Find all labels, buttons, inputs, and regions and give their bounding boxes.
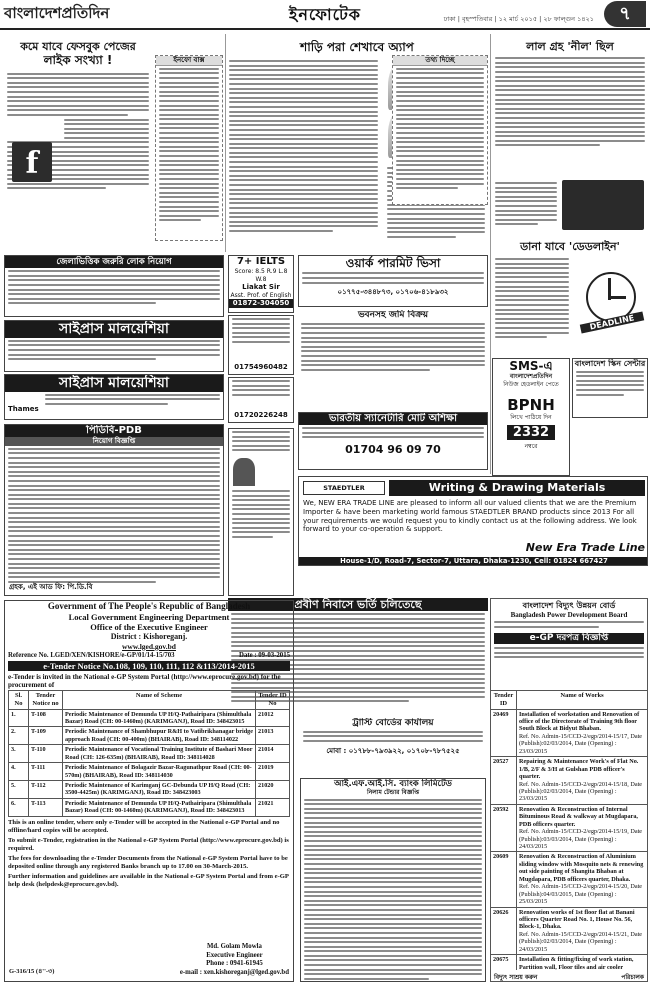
classified-column	[228, 315, 294, 425]
column-rule	[490, 34, 491, 474]
small-ad-phone: 01720226248	[234, 411, 288, 420]
bpdb-col-id: Tender ID	[491, 691, 517, 710]
facebook-headline-2: লাইক সংখ্যা !	[43, 53, 113, 68]
ielts-title: 7+ IELTS	[236, 256, 286, 267]
table-row	[9, 709, 290, 727]
table-row	[491, 907, 648, 955]
prabin-title: প্রবীণ নিবাসে ভর্তি চলিতেছে	[228, 598, 488, 611]
sms-subtitle: বাংলাদেশপ্রতিদিন	[509, 373, 553, 381]
cell: Installation & fitting/fixing of work station, Partition wall, Floor tiles and air cooler	[519, 956, 634, 970]
lged-email: e-mail : xen.kishoreganj@lged.gov.bd	[179, 968, 289, 976]
trust-title: ট্রাস্টি বোর্ডের কার্যালয়	[352, 718, 434, 728]
lged-tender-table	[8, 690, 290, 817]
lged-signer: Md. Golam Mowla	[206, 943, 262, 951]
red-planet-headline: লাল গ্রহ 'নীল' ছিল	[526, 40, 614, 53]
sms-ad	[492, 358, 570, 476]
cell: Periodic Maintenance of Shambhupur R&H to Vatibrikhanagar bridge approach Road (CH: 00-400m) (BHAIRAB), Road ID: 348114022	[63, 727, 256, 745]
lged-phone: Phone : 0941-61945	[206, 960, 263, 968]
cell: T-109	[29, 727, 63, 745]
bpdb-notice-title: e-GP দরপত্র বিজ্ঞপ্তি	[494, 633, 644, 644]
cell: Installation of workstation and Renovation of office of the Directorate of Training 9th floor South Block at Bidyut Bhaban.	[519, 710, 640, 733]
cell: 21013	[256, 727, 290, 745]
cyprus-1-title: সাইপ্রাস মালয়েশিয়া	[5, 321, 223, 338]
cyprus-2-title: সাইপ্রাস মালয়েশিয়া	[5, 375, 223, 392]
cell: 21014	[256, 745, 290, 763]
cell: Periodic Maintenance of Demunda UP H/Q-Pathairipara (Shimulthala Bazar) Road (CH: 00-1460m) (KARIMGANJ), Road ID: 348423013	[63, 798, 256, 816]
cell: 3.	[9, 745, 29, 763]
cell: 20609	[491, 852, 517, 907]
ific-title: আই.এফ.আই.সি. ব্যাংক লিমিটেড	[334, 779, 452, 789]
lged-site: www.lged.gov.bd	[122, 641, 176, 651]
lged-gov: Government of The People's Republic of Bangladesh	[47, 601, 251, 611]
lged-online-only: This is an online tender, where only e-Tender will be accepted in the National e-GP Portal and no offline/hard copies will be accepted.	[8, 818, 280, 834]
table-row	[9, 781, 290, 799]
issue-date: ঢাকা | বৃহস্পতিবার | ১২ মার্চ ২০১৫ | ২৮ ফাল্গুন ১৪২১	[443, 15, 594, 23]
skin-center-ad	[572, 358, 648, 418]
lged-col-id: Tender ID No	[256, 690, 290, 709]
cell-ref: Ref. No. Admin-15/CCD-2/egp/2014-15/20, Date (Publish):04/03/2015, Date (Opening) : 25/03/2015	[519, 883, 643, 906]
lged-dept: Local Government Engineering Department	[68, 611, 230, 622]
sms-title: SMS-এ	[509, 359, 553, 373]
classified-block-2	[228, 377, 294, 423]
staedtler-text: We, NEW ERA TRADE LINE are pleased to inform all our valued clients that we are the Premium Importer & have been marketing world famous STAEDTLER BRAND products since 2013 For all your requirements we would request you to kindly contact us at the following address. We look forward to your co-operation & support.	[303, 499, 637, 534]
cell: 6.	[9, 798, 29, 816]
bpdb-footer-right: পরিচালক	[621, 974, 644, 981]
cell: T-112	[29, 781, 63, 799]
staedtler-title: Writing & Drawing Materials	[389, 480, 645, 496]
ielts-teacher: Liakat Sir	[242, 283, 280, 291]
cell: 5.	[9, 781, 29, 799]
ielts-ad	[228, 255, 294, 313]
column-rule	[225, 34, 226, 252]
cell: T-110	[29, 745, 63, 763]
deadline-stamp-label: DEADLINE	[580, 311, 644, 333]
lged-register: To submit e-Tender, registration in the National e-GP System Portal (http://www.eprocure.gov.bd) is required.	[8, 836, 289, 852]
vacancy-title: জেলাভিত্তিক জরুরি লোক নিয়োগ	[5, 256, 223, 268]
deadline-stamp	[578, 268, 646, 336]
cell: Periodic Maintenance of Bolagazir Bazar-Ragunathpur Road (CH: 00-570m) (BHAIRAB), Road ID: 348114030	[63, 763, 256, 781]
sanitary-title: ভারতীয় স্যানেটারি মোট অশিক্ষা	[299, 413, 487, 425]
cell: 21021	[256, 798, 290, 816]
staedtler-address: House-1/D, Road-7, Sector-7, Uttara, Dhaka-1230, Cell: 01824 667427	[299, 557, 648, 565]
sms-short-code: 2332	[507, 425, 555, 441]
skin-center-title: বাংলাদেশ স্কিন সেন্টার	[574, 359, 646, 368]
cell: Renovation works of 1st floor flat at Banani officers Quarter Road No. 1, House No. 56, Block-1, Dhaka.	[519, 908, 635, 931]
cell: 21020	[256, 781, 290, 799]
cell: Repairing & Maintenance Work's of Flat No. 1/B, 2/F & 3/H at Gulshan PDB officer's quarter.	[519, 758, 639, 781]
lged-district: District : Kishoreganj.	[110, 632, 188, 642]
table-row	[491, 955, 648, 970]
ific-subtitle: নিলাম টেন্ডার বিজ্ঞপ্তি	[367, 789, 419, 797]
cell-ref: Ref. No. Admin-15/CCD-2/egp/2014-15/18, Date (Publish):02/03/2014, Date (Opening) : 23/03/2015	[519, 780, 643, 803]
lged-date: Date : 09-03-2015	[239, 651, 290, 659]
cell: 20592	[491, 804, 517, 852]
facebook-logo-icon: f	[12, 142, 52, 182]
ielts-teacher-title: Asst. Prof. of English	[230, 291, 292, 299]
cyprus-ad-1	[4, 320, 224, 372]
lged-office: Office of the Executive Engineer	[90, 621, 208, 632]
portrait-photo	[233, 458, 255, 486]
brand-name: বাংলাদেশপ্রতিদিন	[4, 4, 110, 22]
cell: 21019	[256, 763, 290, 781]
vacancy-ad	[4, 255, 224, 317]
cell: 20626	[491, 907, 517, 955]
staedtler-logo: STAEDTLER	[303, 481, 385, 495]
page-number: ৭	[604, 1, 646, 27]
table-row	[491, 804, 648, 852]
lged-designation: Executive Engineer	[206, 951, 263, 959]
lged-fees: The fees for downloading the e-Tender Documents from the National e-GP System Portal have to be deposited online through any registered Banks branch up to 17.00 on 30-March-2015.	[8, 854, 288, 870]
table-row	[9, 727, 290, 745]
table-row	[9, 798, 290, 816]
bpdb-table-wrap	[490, 690, 648, 970]
classified-block	[228, 315, 294, 375]
classified-portrait-ad	[228, 428, 294, 596]
lged-intro: e-Tender is invited in the National e-GP System Portal (http://www.eprocure.gov.bd) for the procurement of	[8, 672, 281, 689]
lged-notice-no: e-Tender Notice No.108, 109, 110, 111, 112 &113/2014-2015	[8, 661, 290, 671]
infobox-1-title: ইনফো বাক্স	[156, 56, 222, 66]
cell-ref: Ref. No. Admin-15/CCD-2/egp/2014-15/17, Date (Publish):02/03/2014, Date (Opening) : 23/03/2015	[519, 732, 643, 755]
plot-sale-title: ভবনসহ জমি বিক্রয়	[357, 310, 429, 320]
cell: 20469	[491, 709, 517, 757]
table-row	[491, 852, 648, 907]
cell-ref: Ref. No. Admin-15/CCD-2/egp/2014-15/19, Date (Publish):03/03/2014, Date (Opening) : 24/03/2015	[519, 828, 643, 851]
cell-ref: Ref. No. Admin-15/CCD-2/egp/2014-15/21, Date (Publish):02/03/2014, Date (Opening) : 24/03/2015	[519, 930, 643, 953]
lged-tender-notice	[4, 600, 294, 982]
cell: Renovation & Reconstruction of Internal Bituminous Road & walkway at Mugdapara, PDB officers quarter.	[519, 805, 638, 828]
thames-label: Thames	[8, 405, 39, 413]
cell: 2.	[9, 727, 29, 745]
bpdb-tender-table	[490, 690, 648, 970]
lged-further: Further information and guidelines are available in the National e-GP System Portal and from e-GP help desk (helpdesk@eprocure.gov.bd).	[8, 872, 289, 889]
sms-mid: লিখে পাঠিয়ে দিন	[510, 414, 552, 422]
ific-bank-ad	[300, 778, 486, 982]
work-permit-ad	[298, 255, 488, 307]
infobox-1	[155, 55, 223, 241]
pdb-left-title: পিডিবি-PDB	[5, 425, 223, 437]
infobox-2-title: তথ্য দিচ্ছে	[393, 56, 487, 66]
cell: 21012	[256, 709, 290, 727]
section-title: ইনফোটেক	[289, 5, 361, 24]
work-permit-title: ওয়ার্ক পারমিট ভিসা	[345, 256, 441, 270]
facebook-article	[4, 40, 152, 250]
cell: Periodic Maintenance of Demunda UP H/Q-Pathairipara (Shimulthala Bazar) Road (CH: 00-1460m) (KARIMGANJ), Road ID: 348423015	[63, 709, 256, 727]
cell: Periodic Maintenance of Karimganj GC-Debunda UP H/Q Road (CH: 3500-4425m) (KARIMGANJ), Road ID: 348423003	[63, 781, 256, 799]
table-row	[9, 763, 290, 781]
lged-col-notice: Tender Notice no	[29, 690, 63, 709]
lged-col-scheme: Name of Scheme	[63, 690, 256, 709]
sari-headline: শাড়ি পরা শেখাবে অ্যাপ	[300, 40, 414, 54]
bpdb-col-works: Name of Works	[517, 691, 648, 710]
cell: 20527	[491, 757, 517, 805]
bpdb-name-bn: বাংলাদেশ বিদ্যুৎ উন্নয়ন বোর্ড	[522, 601, 616, 610]
sanitary-phone: 01704 96 09 70	[345, 442, 441, 456]
cyprus-ad-2	[4, 374, 224, 420]
keyboard-image-icon	[562, 180, 644, 230]
plot-sale-ad	[298, 310, 488, 410]
pdb-vacancy-ad	[4, 424, 224, 596]
bpdb-footer-left: বিদ্যুৎ সাশ্রয় করুন	[494, 974, 538, 981]
sms-footer: নম্বরে	[524, 443, 538, 451]
ielts-phone: 01872-304050	[229, 299, 293, 308]
lged-ref: Reference No. LGED/XEN/KISHORE/e-GP/01/14-15/703	[8, 651, 175, 659]
cell: Renovation & Reconstruction of Aluminium sliding window with Mosquito nets & renewing out side painting of Shangita Bhaban at Mugdapara, PDB officers quarter, Dhaka.	[519, 853, 644, 883]
lged-code: G-316/15 (৪''-৩)	[9, 968, 55, 975]
pdb-left-footer: গ্রহক, এই আড ফি: পি.ডি.বি	[9, 583, 93, 592]
trust-board-ad	[300, 718, 486, 774]
lged-col-sl: Sl. No	[9, 690, 29, 709]
cell: 4.	[9, 763, 29, 781]
trust-phone: মোবা : ০১৭৮৮-৭৯৩৯২২, ০১৭০৮-৭৮৭৫২৫	[326, 746, 460, 755]
bpdb-name-en: Bangladesh Power Development Board	[510, 610, 628, 619]
cell: 1.	[9, 709, 29, 727]
table-row	[491, 757, 648, 805]
table-row	[9, 745, 290, 763]
pdb-phone: 01754960482	[234, 363, 288, 372]
cell: 20675	[491, 955, 517, 970]
facebook-headline-1: কমে যাবে ফেসবুক পেজের	[20, 40, 136, 53]
cell: T-113	[29, 798, 63, 816]
deadline-article	[492, 240, 648, 358]
deadline-headline: ডানা যাবে 'ডেডলাইন'	[520, 240, 620, 253]
infobox-2	[392, 55, 488, 205]
sanitary-ad	[298, 412, 488, 470]
red-planet-article	[492, 40, 648, 240]
staedtler-company: New Era Trade Line	[525, 541, 645, 554]
table-row	[491, 709, 648, 757]
cell: T-108	[29, 709, 63, 727]
cell: Periodic Maintenance of Vocational Training Institute of Bashari Moor Road (CH: 126-635m) (BHAIRAB), Road ID: 348114028	[63, 745, 256, 763]
cell: T-111	[29, 763, 63, 781]
work-permit-phone: ০১৭৭৫-৩৪৪৮৭৩, ০১৭০৬-৪১৮৯৩২	[337, 288, 449, 297]
sms-code: BPNH	[507, 396, 555, 415]
masthead	[0, 0, 650, 30]
pdb-left-subtitle: নিয়োগ বিজ্ঞপ্তি	[5, 437, 223, 446]
header-rule	[0, 28, 650, 30]
sms-tagline: নিউজ হেডলাইন পেতে	[503, 380, 559, 388]
ielts-score: Score: 8.5 R.9 L.8 W.8	[234, 268, 288, 283]
